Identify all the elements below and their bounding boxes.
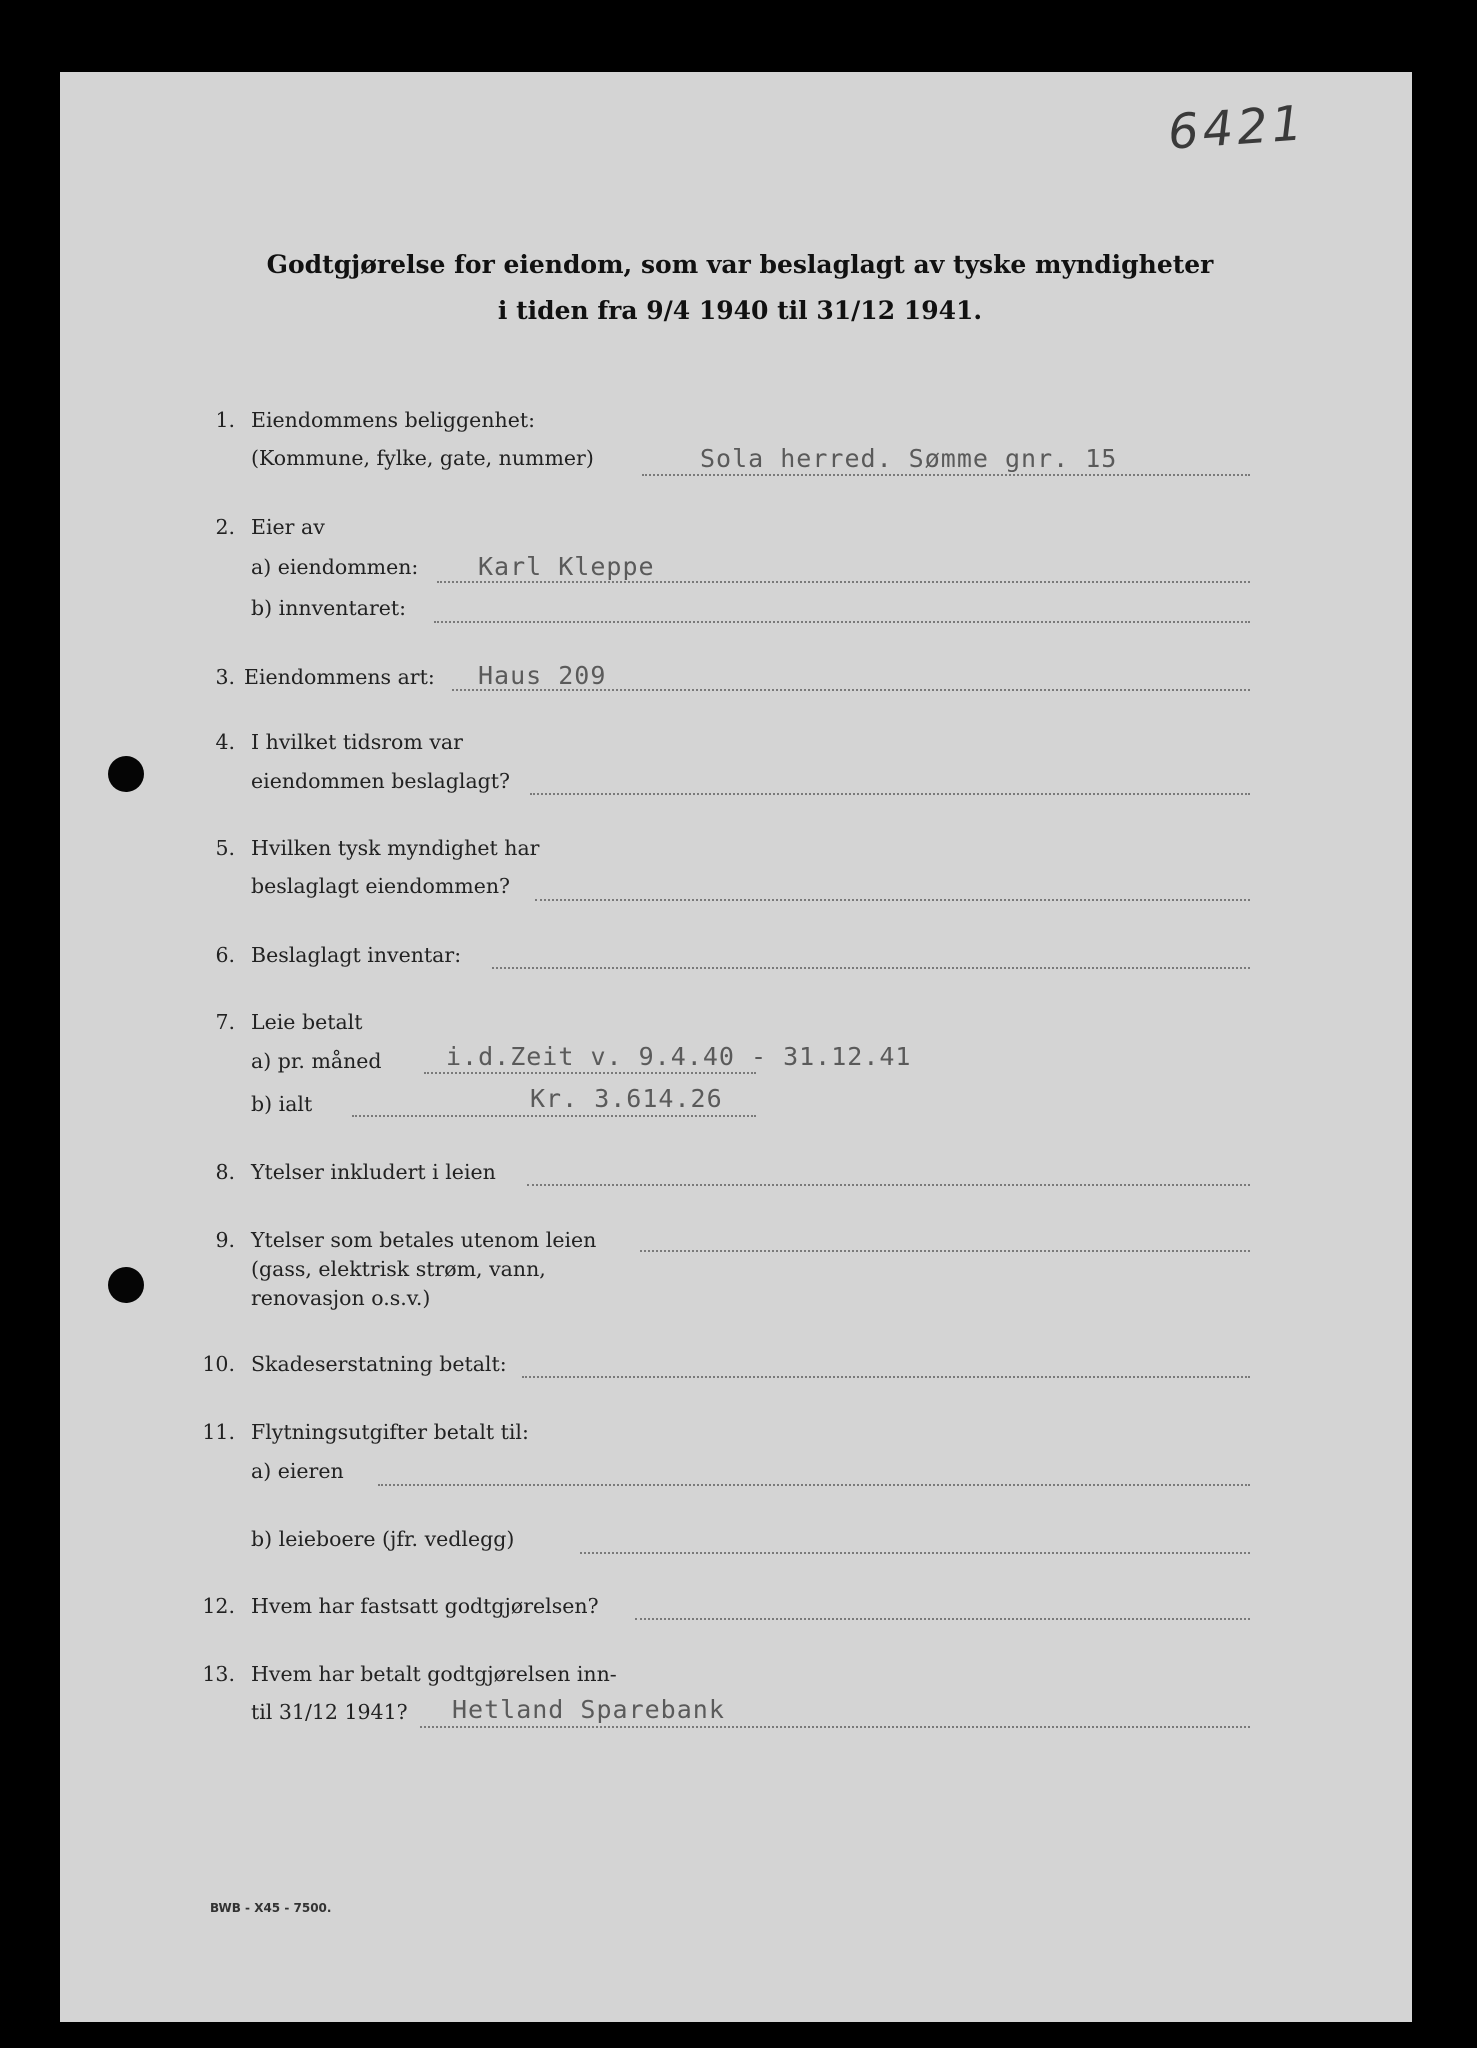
- q5-answer-line: [535, 899, 1250, 901]
- punch-hole-lower: [108, 1267, 144, 1303]
- q1-sublabel: (Kommune, fylke, gate, nummer): [251, 446, 594, 470]
- title-line-2: i tiden fra 9/4 1940 til 31/12 1941.: [497, 296, 983, 325]
- punch-hole-upper: [108, 756, 144, 792]
- q13-label: Hvem har betalt godtgjørelsen inn-: [251, 1662, 617, 1686]
- q8-number: 8.: [215, 1160, 235, 1184]
- q12-number: 12.: [202, 1594, 235, 1618]
- q1-answer-line: [642, 474, 1250, 476]
- q3-label: Eiendommens art:: [244, 665, 435, 689]
- q12-answer-line: [635, 1618, 1250, 1620]
- q4-sublabel: eiendommen beslaglagt?: [251, 769, 511, 793]
- q11a-answer-line: [378, 1484, 1250, 1486]
- q5-label: Hvilken tysk myndighet har: [251, 836, 540, 860]
- q2a-label: a) eiendommen:: [251, 555, 419, 579]
- q7-number: 7.: [215, 1010, 235, 1034]
- q2a-answer-line: [437, 581, 1250, 583]
- q3-answer: Haus 209: [478, 661, 607, 690]
- q8-answer-line: [527, 1184, 1250, 1186]
- q4-number: 4.: [215, 730, 235, 754]
- q2b-label: b) innventaret:: [251, 596, 407, 620]
- q4-label: I hvilket tidsrom var: [251, 730, 463, 754]
- q7b-answer: Kr. 3.614.26: [530, 1084, 723, 1113]
- q5-number: 5.: [215, 836, 235, 860]
- q13-answer-line: [420, 1726, 1250, 1728]
- q4-answer-line: [530, 793, 1250, 795]
- q7b-label: b) ialt: [251, 1092, 313, 1116]
- q13-sublabel: til 31/12 1941?: [251, 1700, 408, 1724]
- q11a-label: a) eieren: [251, 1459, 344, 1483]
- q6-answer-line: [492, 967, 1250, 969]
- q2b-answer-line: [434, 621, 1250, 623]
- q6-label: Beslaglagt inventar:: [251, 943, 462, 967]
- q11b-label: b) leieboere (jfr. vedlegg): [251, 1527, 515, 1551]
- q10-number: 10.: [202, 1352, 235, 1376]
- archive-number: 6421: [1166, 95, 1308, 161]
- q5-sublabel: beslaglagt eiendommen?: [251, 874, 511, 898]
- q3-number: 3.: [215, 665, 235, 689]
- q9-number: 9.: [215, 1228, 235, 1252]
- q6-number: 6.: [215, 943, 235, 967]
- q2a-answer: Karl Kleppe: [478, 552, 655, 581]
- q10-label: Skadeserstatning betalt:: [251, 1352, 507, 1376]
- q13-number: 13.: [202, 1662, 235, 1686]
- q9-answer-line: [640, 1250, 1250, 1252]
- q1-number: 1.: [215, 408, 235, 432]
- q7a-answer: i.d.Zeit v. 9.4.40 - 31.12.41: [446, 1042, 912, 1071]
- q9-label: Ytelser som betales utenom leien: [251, 1228, 597, 1252]
- q10-answer-line: [522, 1376, 1250, 1378]
- q13-answer: Hetland Sparebank: [452, 1695, 725, 1724]
- q11-number: 11.: [202, 1420, 235, 1444]
- q1-label: Eiendommens beliggenhet:: [251, 408, 535, 432]
- q11b-answer-line: [580, 1552, 1250, 1554]
- q9-sublabel-2: renovasjon o.s.v.): [251, 1286, 431, 1310]
- print-code: BWB - X45 - 7500.: [210, 1901, 332, 1915]
- q2-label: Eier av: [251, 515, 325, 539]
- q2-number: 2.: [215, 515, 235, 539]
- q7a-answer-line: [424, 1072, 756, 1074]
- form-title: [180, 242, 1300, 334]
- q7b-answer-line: [352, 1115, 756, 1117]
- q1-answer: Sola herred. Sømme gnr. 15: [700, 444, 1118, 473]
- q9-sublabel-1: (gass, elektrisk strøm, vann,: [251, 1257, 546, 1281]
- title-line-1: Godtgjørelse for eiendom, som var beslaglagt av tyske myndigheter: [266, 250, 1214, 279]
- q11-label: Flytningsutgifter betalt til:: [251, 1420, 529, 1444]
- q12-label: Hvem har fastsatt godtgjørelsen?: [251, 1594, 599, 1618]
- q7-label: Leie betalt: [251, 1010, 363, 1034]
- q8-label: Ytelser inkludert i leien: [251, 1160, 496, 1184]
- q7a-label: a) pr. måned: [251, 1049, 382, 1073]
